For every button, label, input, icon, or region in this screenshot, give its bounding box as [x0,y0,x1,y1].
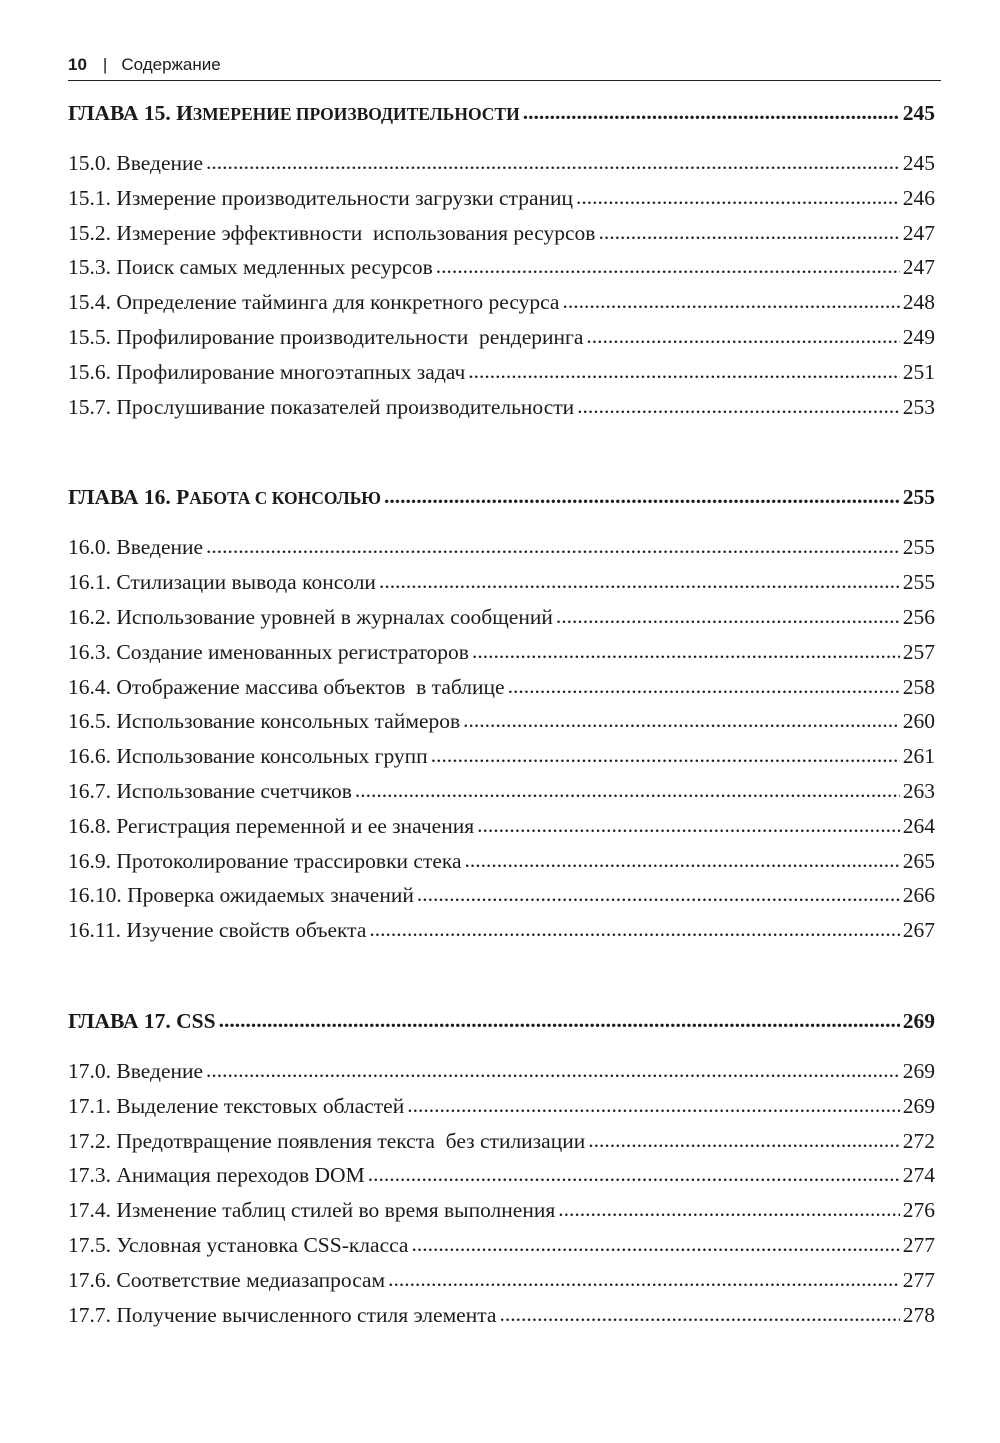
toc-entry[interactable] [68,285,935,320]
toc-entry[interactable] [68,670,935,705]
chapter-title-prefix: ГЛАВА 16. Р [68,485,190,510]
toc-entry[interactable] [68,146,935,181]
chapter-title-smallcaps: АБОТА С КОНСОЛЬЮ [189,488,381,509]
dot-leader [558,1192,900,1227]
entry-page-number: 274 [902,1163,935,1188]
entry-page-number: 256 [902,604,935,629]
dot-leader [379,564,900,599]
chapter-title [68,482,381,513]
chapter-16 [68,482,935,948]
entry-label: 15.1. Измерение производительности загрузки страниц [68,185,574,210]
dot-leader [417,877,900,912]
entry-label: 16.8. Регистрация переменной и ее значения [68,813,475,838]
dot-leader [556,599,900,634]
toc-entry[interactable] [68,1263,935,1298]
dot-leader [431,738,900,773]
dot-leader [499,1297,899,1332]
entry-page-number: 276 [902,1198,935,1223]
entry-page-number: 246 [902,185,935,210]
chapter-17 [68,1006,935,1332]
entry-label: 16.2. Использование уровней в журналах сообщений [68,604,553,629]
dot-leader [388,1262,900,1297]
entry-label: 16.11. Изучение свойств объекта [68,918,367,943]
toc-entry[interactable] [68,1298,935,1333]
entry-label: 15.6. Профилирование многоэтапных задач [68,359,466,384]
chapter-page-number: 245 [902,101,935,125]
dot-leader [598,215,899,250]
dot-leader [206,145,900,180]
dot-leader [206,529,900,564]
entry-label: 16.9. Протоколирование трассировки стека [68,848,462,873]
toc-entry[interactable] [68,1089,935,1124]
entry-page-number: 277 [902,1232,935,1257]
entry-label: 17.1. Выделение текстовых областей [68,1093,405,1118]
dot-leader [384,481,900,511]
toc-entry[interactable] [68,1054,935,1089]
toc-entry[interactable] [68,600,935,635]
entry-page-number: 253 [902,394,935,419]
dot-leader [576,180,900,215]
dot-leader [508,669,900,704]
entry-label: 15.5. Профилирование производительности рендеринга [68,324,584,349]
entry-label: 17.2. Предотвращение появления текста без стилизации [68,1128,586,1153]
dot-leader [477,808,900,843]
chapter-heading[interactable] [68,98,935,128]
entry-label: 16.10. Проверка ожидаемых значений [68,883,414,908]
entry-page-number: 269 [902,1058,935,1083]
dot-leader [355,773,900,808]
entry-page-number: 257 [902,639,935,664]
entry-label: 15.3. Поиск самых медленных ресурсов [68,255,433,280]
entry-page-number: 247 [902,220,935,245]
dot-leader [468,354,899,389]
chapter-heading[interactable] [68,1006,935,1036]
header-page-number: 10 [68,55,87,74]
toc-entry[interactable] [68,635,935,670]
chapter-heading[interactable] [68,482,935,512]
toc-entry[interactable] [68,1193,935,1228]
entry-page-number: 245 [902,151,935,175]
dot-leader [369,912,899,947]
toc-entry[interactable] [68,774,935,809]
header-section-title: Содержание [121,55,221,74]
entry-label: 15.7. Прослушивание показателей производительности [68,394,575,419]
table-of-contents [68,98,935,1332]
entry-page-number: 264 [902,813,935,838]
entry-page-number: 278 [902,1302,935,1327]
toc-entry[interactable] [68,320,935,355]
toc-entry[interactable] [68,844,935,879]
dot-leader [407,1088,900,1123]
chapter-page-number: 269 [902,1008,935,1033]
entry-label: 16.3. Создание именованных регистраторов [68,639,469,664]
entry-page-number: 255 [902,570,935,595]
entry-label: 16.0. Введение [68,535,204,560]
dot-leader [463,703,900,738]
entry-page-number: 258 [902,674,935,699]
toc-entry[interactable] [68,704,935,739]
dot-leader [588,1123,900,1158]
dot-leader [411,1227,899,1262]
toc-entry[interactable] [68,181,935,216]
toc-entry[interactable] [68,739,935,774]
entry-label: 17.3. Анимация переходов DOM [68,1163,365,1188]
header-separator: | [102,55,108,74]
entry-page-number: 269 [902,1093,935,1118]
toc-entry[interactable] [68,355,935,390]
toc-entry[interactable] [68,250,935,285]
toc-entry[interactable] [68,1158,935,1193]
chapter-title-prefix: ГЛАВА 17. CSS [68,1008,216,1033]
entry-page-number: 266 [902,883,935,908]
entry-label: 17.6. Соответствие медиазапросам [68,1267,386,1292]
entry-label: 15.0. Введение [68,151,204,175]
dot-leader [465,843,900,878]
entry-label: 16.7. Использование счетчиков [68,778,352,803]
entry-page-number: 249 [902,324,935,349]
toc-entry[interactable] [68,809,935,844]
entry-page-number: 272 [902,1128,935,1153]
entry-page-number: 260 [902,709,935,734]
chapter-15 [68,98,935,424]
dot-leader [562,284,899,319]
dot-leader [368,1157,900,1192]
entry-label: 15.4. Определение тайминга для конкретного ресурса [68,290,560,315]
toc-entry[interactable] [68,1228,935,1263]
toc-entry[interactable] [68,913,935,948]
entry-page-number: 277 [902,1267,935,1292]
entry-label: 17.5. Условная установка CSS-класса [68,1232,409,1257]
toc-entry[interactable] [68,390,935,425]
entry-label: 17.4. Изменение таблиц стилей во время выполнения [68,1198,556,1223]
dot-leader [472,634,900,669]
chapter-title [68,1006,216,1037]
entry-label: 16.5. Использование консольных таймеров [68,709,461,734]
chapter-page-number: 255 [902,485,935,510]
entry-label: 16.1. Стилизации вывода консоли [68,570,376,595]
entry-page-number: 265 [902,848,935,873]
entry-label: 16.4. Отображение массива объектов в таблице [68,674,505,699]
entry-page-number: 248 [902,290,935,315]
dot-leader [586,319,899,354]
entry-page-number: 255 [902,535,935,560]
dot-leader [577,389,900,424]
toc-entry[interactable] [68,216,935,251]
entry-page-number: 267 [902,918,935,943]
entry-label: 15.2. Измерение эффективности использования ресурсов [68,220,596,245]
dot-leader [436,249,900,284]
entry-page-number: 263 [902,778,935,803]
dot-leader [523,97,900,127]
entry-page-number: 261 [902,744,935,769]
chapter-title [68,98,520,129]
dot-leader [219,1005,900,1035]
dot-leader [206,1053,900,1088]
toc-entry[interactable] [68,565,935,600]
chapter-title-smallcaps: ЗМЕРЕНИЕ ПРОИЗВОДИТЕЛЬНОСТИ [192,104,520,124]
entry-label: 16.6. Использование консольных групп [68,744,428,769]
entry-page-number: 247 [902,255,935,280]
entry-label: 17.7. Получение вычисленного стиля элемента [68,1302,497,1327]
running-header [68,54,941,81]
toc-entry[interactable] [68,878,935,913]
chapter-title-prefix: ГЛАВА 15. И [68,101,193,125]
entry-label: 17.0. Введение [68,1058,204,1083]
entry-page-number: 251 [902,359,935,384]
toc-entry[interactable] [68,530,935,565]
toc-entry[interactable] [68,1124,935,1159]
